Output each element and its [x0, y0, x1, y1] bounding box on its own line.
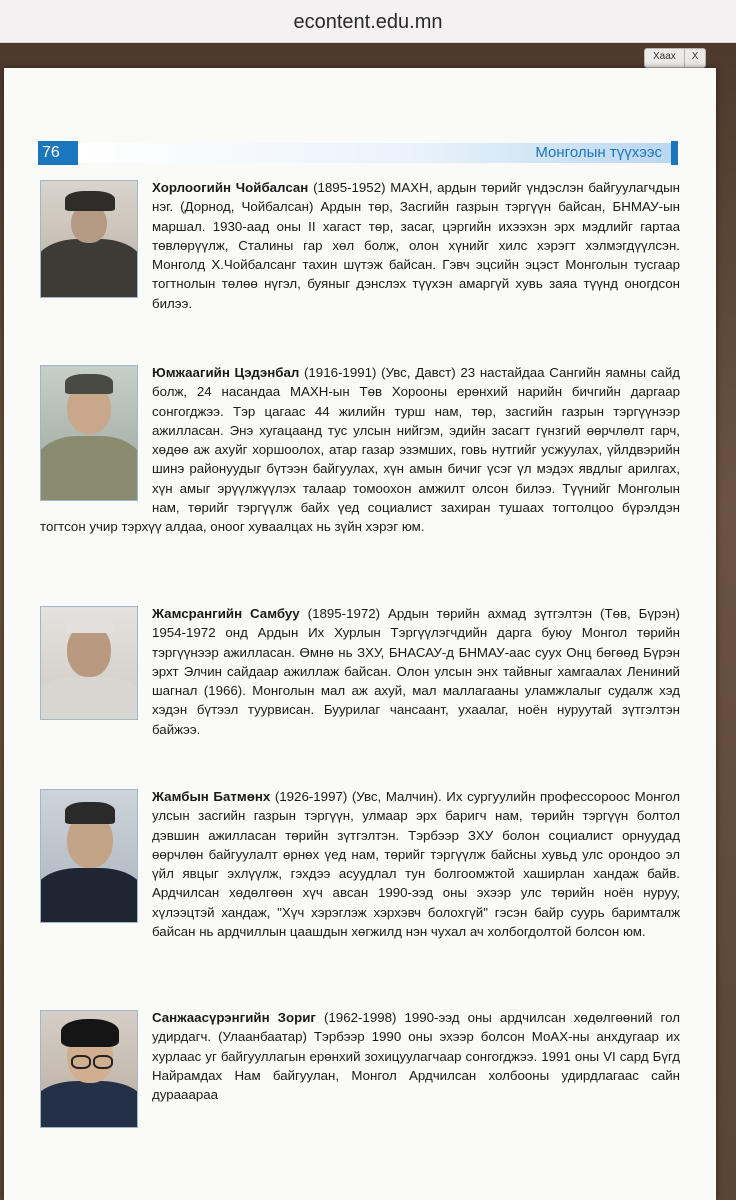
portrait-photo — [40, 365, 138, 501]
entry-text: (1895-1972) Ардын төрийн ахмад зүтгэлтэн (Төв, Бүрэн) 1954-1972 онд Ардын Их Хурлын Тэргүүлэгчдийн дарга буюу Монгол төрийн тэргүүнээр ажилласан. Өмнө нь ЗХУ, БНАСАУ-д БНМАУ-аас суух Онц бөгөөд Бүрэн эрхт Элчин сайдаар ажиллаж байсан. Олон улсын энх тайвныг хамгаалах Лениний шагнал (1966). Монголын мал аж ахуй, мал маллагааны уламжлалыг судалж хэд хэдэн бүтээл туурвисан. Буурилаг чансаант, ухаалаг, ноён нуруутай зүтгэлтэн байжээ. — [152, 606, 680, 737]
entry-name: Жамбын Батмөнх — [152, 789, 271, 804]
entry-text: (1895-1952) МАХН, ардын төрийг үндэслэн байгуулагчдын нэг. (Дорнод, Чойбалсан) Ардын төр, Засгийн газрын тэргүүн байсан, БНМАУ-ын маршал. 1930-аад оны II хагаст төр, засаг, цэргийн ихээхэн эрх мэдлийг гартаа төвлөрүүлж, Сталины гар хөл болж, олон хүнийг хилс хэрэгт хэлмэгдүүлсэн. Монголд Х.Чойбалсанг тахин шүтэж байсан. Гэвч эцсийн эцэст Монголын тусгаар тогтнолын төлөө нүгэл, буяныг дэнслэх түүхэн амаргүй хувь заяа түүнд оногдсон билээ. — [152, 180, 680, 311]
portrait-photo — [40, 606, 138, 720]
browser-address-bar[interactable] — [0, 0, 736, 43]
biography-entry-batmunkh — [40, 787, 680, 941]
portrait-photo — [40, 789, 138, 923]
biography-entry-choibalsan — [40, 178, 680, 313]
page-number: 76 — [38, 141, 78, 165]
entry-name: Жамсрангийн Самбуу — [152, 606, 300, 621]
close-reader-button[interactable] — [644, 48, 706, 68]
url-text: econtent.edu.mn — [293, 10, 443, 33]
entry-name: Юмжаагийн Цэдэнбал — [152, 365, 300, 380]
entry-name: Санжаасүрэнгийн Зориг — [152, 1010, 316, 1025]
page-header — [38, 141, 678, 165]
biography-entry-zorig — [40, 1008, 680, 1130]
book-title: Монголын түүхээс — [535, 144, 662, 161]
biography-entry-sambuu — [40, 604, 680, 739]
portrait-photo — [40, 1010, 138, 1128]
entry-text: (1916-1991) (Увс, Давст) 23 настайдаа Сангийн яамны сайд болж, 24 насандаа МАХН-ын Төв Хорооны ерөнхий нарийн бичгийн даргаар сонгогджээ. Тэр цагаас 44 жилийн турш нам, төр, засгийн газрын тэргүүнээр ажилласан. Энэ хугацаанд тус улсын нийгэм, эдийн засагт гүнзгий өөрчлөлт гарч, хөдөө аж ахуйг хоршоолох, атар газар эзэмших, говь нутгийг усжуулах, үйлдвэрийн шинэ районуудыг бүтээн байгуулах, хүн амын бичиг үсэг үл мэдэх явдлыг арилгах, хүн амыг эрүүлжүүлэх талаар томоохон амжилт олсон билээ. Түүнийг Монголын нам, төрийг тэргүүлж байх үед социалист захиран тушаах тогтолцоо бүрэлдэн тогтсон учир тэрхүү алдаа, оноог хуваалцах нь зүйн хэрэг юм. — [40, 365, 681, 535]
biography-entry-tsedenbal — [40, 363, 680, 537]
entry-name: Хорлоогийн Чойбалсан — [152, 180, 309, 195]
close-icon: X — [691, 51, 699, 62]
portrait-photo — [40, 180, 138, 298]
close-label: Хаах — [645, 49, 685, 67]
header-tab — [671, 141, 678, 165]
entry-text: (1962-1998) 1990-ээд оны ардчилсан хөдөлгөөний гол удирдагч. (Улаанбаатар) Тэрбээр 1990 оны эхээр болсон МоАХ-ны анхдугаар их хурлаас уг байгууллагын ерөнхий зохицуулагчаар сонгогджээ. 1991 оны VI сард Бүгд Найрамдах Нам байгуулан, Монгол Ардчилсан холбооны удирдлагаас сайн дурааараа — [152, 1010, 680, 1103]
entry-text: (1926-1997) (Увс, Малчин). Их сургуулийн профессороос Монгол улсын засгийн газрын тэргүүн, улмаар эрх баригч нам, төрийн тэргүүн болтол дэвшин ажилласан төрийн зүтгэлтэн. Тэрбээр ЗХУ болон социалист орнуудад өөрчлөн байгуулалт өрнөх үед нам, төрийг тэргүүлж байсны хувьд улс орондоо эл үйл явцыг эхлүүлж, гэхдээ асуудлал тун болгоомжтой хаширлан хандаж байв. Ардчилсан хөдөлгөөн хүч авсан 1990-ээд оны эхээр улс төрийн ноён нуруу, хүлээцтэй хандаж, "Хүч хэрэглэж хэрхэвч болохгүй" гэсэн байр суурь баримталж байсан нь ардчиллын цаашдын хөгжилд нэн чухал ач холбогдолтой болсон юм. — [152, 789, 680, 940]
